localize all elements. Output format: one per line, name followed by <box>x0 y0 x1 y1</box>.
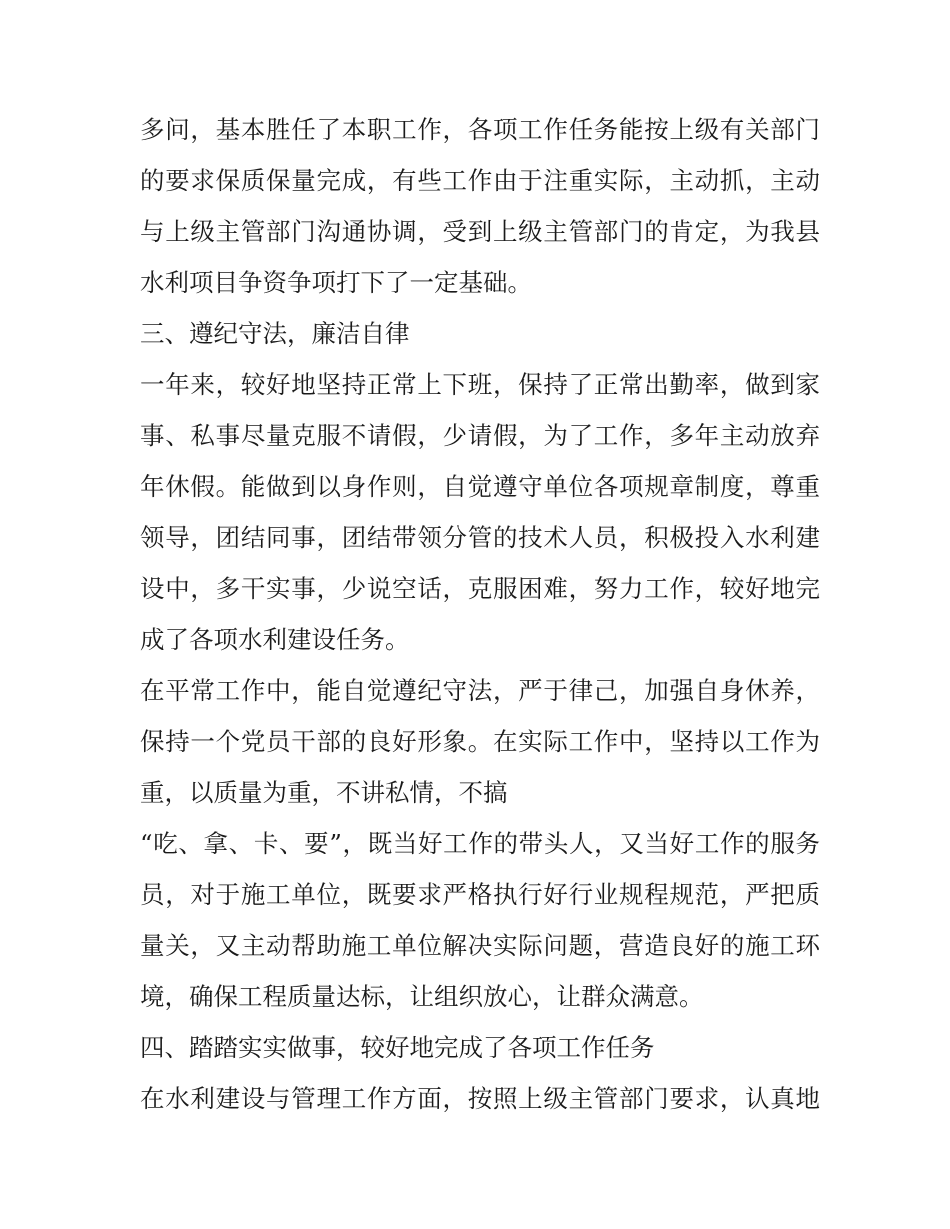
body-line: 事、私事尽量克服不请假，少请假，为了工作，多年主动放弃 <box>140 421 820 450</box>
body-line: 水利项目争资争项打下了一定基础。 <box>140 268 532 297</box>
body-line: 员，对于施工单位，既要求严格执行好行业规程规范，严把质 <box>140 880 820 909</box>
body-line: “吃、拿、卡、要”，既当好工作的带头人，又当好工作的服务 <box>140 829 820 858</box>
body-line: 的要求保质保量完成，有些工作由于注重实际，主动抓，主动 <box>140 166 820 195</box>
body-line: 年休假。能做到以身作则，自觉遵守单位各项规章制度，尊重 <box>140 472 820 501</box>
body-line: 重，以质量为重，不讲私情，不搞 <box>140 778 508 807</box>
body-line: 量关，又主动帮助施工单位解决实际问题，营造良好的施工环 <box>140 931 820 960</box>
body-line: 设中，多干实事，少说空话，克服困难，努力工作，较好地完 <box>140 574 820 603</box>
body-line: 多问，基本胜任了本职工作，各项工作任务能按上级有关部门 <box>140 115 820 144</box>
body-line: 成了各项水利建设任务。 <box>140 625 410 654</box>
body-line: 与上级主管部门沟通协调，受到上级主管部门的肯定，为我县 <box>140 217 820 246</box>
body-line: 一年来，较好地坚持正常上下班，保持了正常出勤率，做到家 <box>140 370 820 399</box>
body-line: 保持一个党员干部的良好形象。在实际工作中，坚持以工作为 <box>140 727 820 756</box>
section-heading: 三、遵纪守法，廉洁自律 <box>140 319 410 348</box>
body-line: 领导，团结同事，团结带领分管的技术人员，积极投入水利建 <box>140 523 820 552</box>
body-line: 在水利建设与管理工作方面，按照上级主管部门要求，认真地 <box>140 1084 820 1113</box>
body-line: 在平常工作中，能自觉遵纪守法，严于律己，加强自身休养， <box>140 676 820 705</box>
section-heading: 四、踏踏实实做事，较好地完成了各项工作任务 <box>140 1033 655 1062</box>
body-line: 境，确保工程质量达标，让组织放心，让群众满意。 <box>140 982 704 1011</box>
